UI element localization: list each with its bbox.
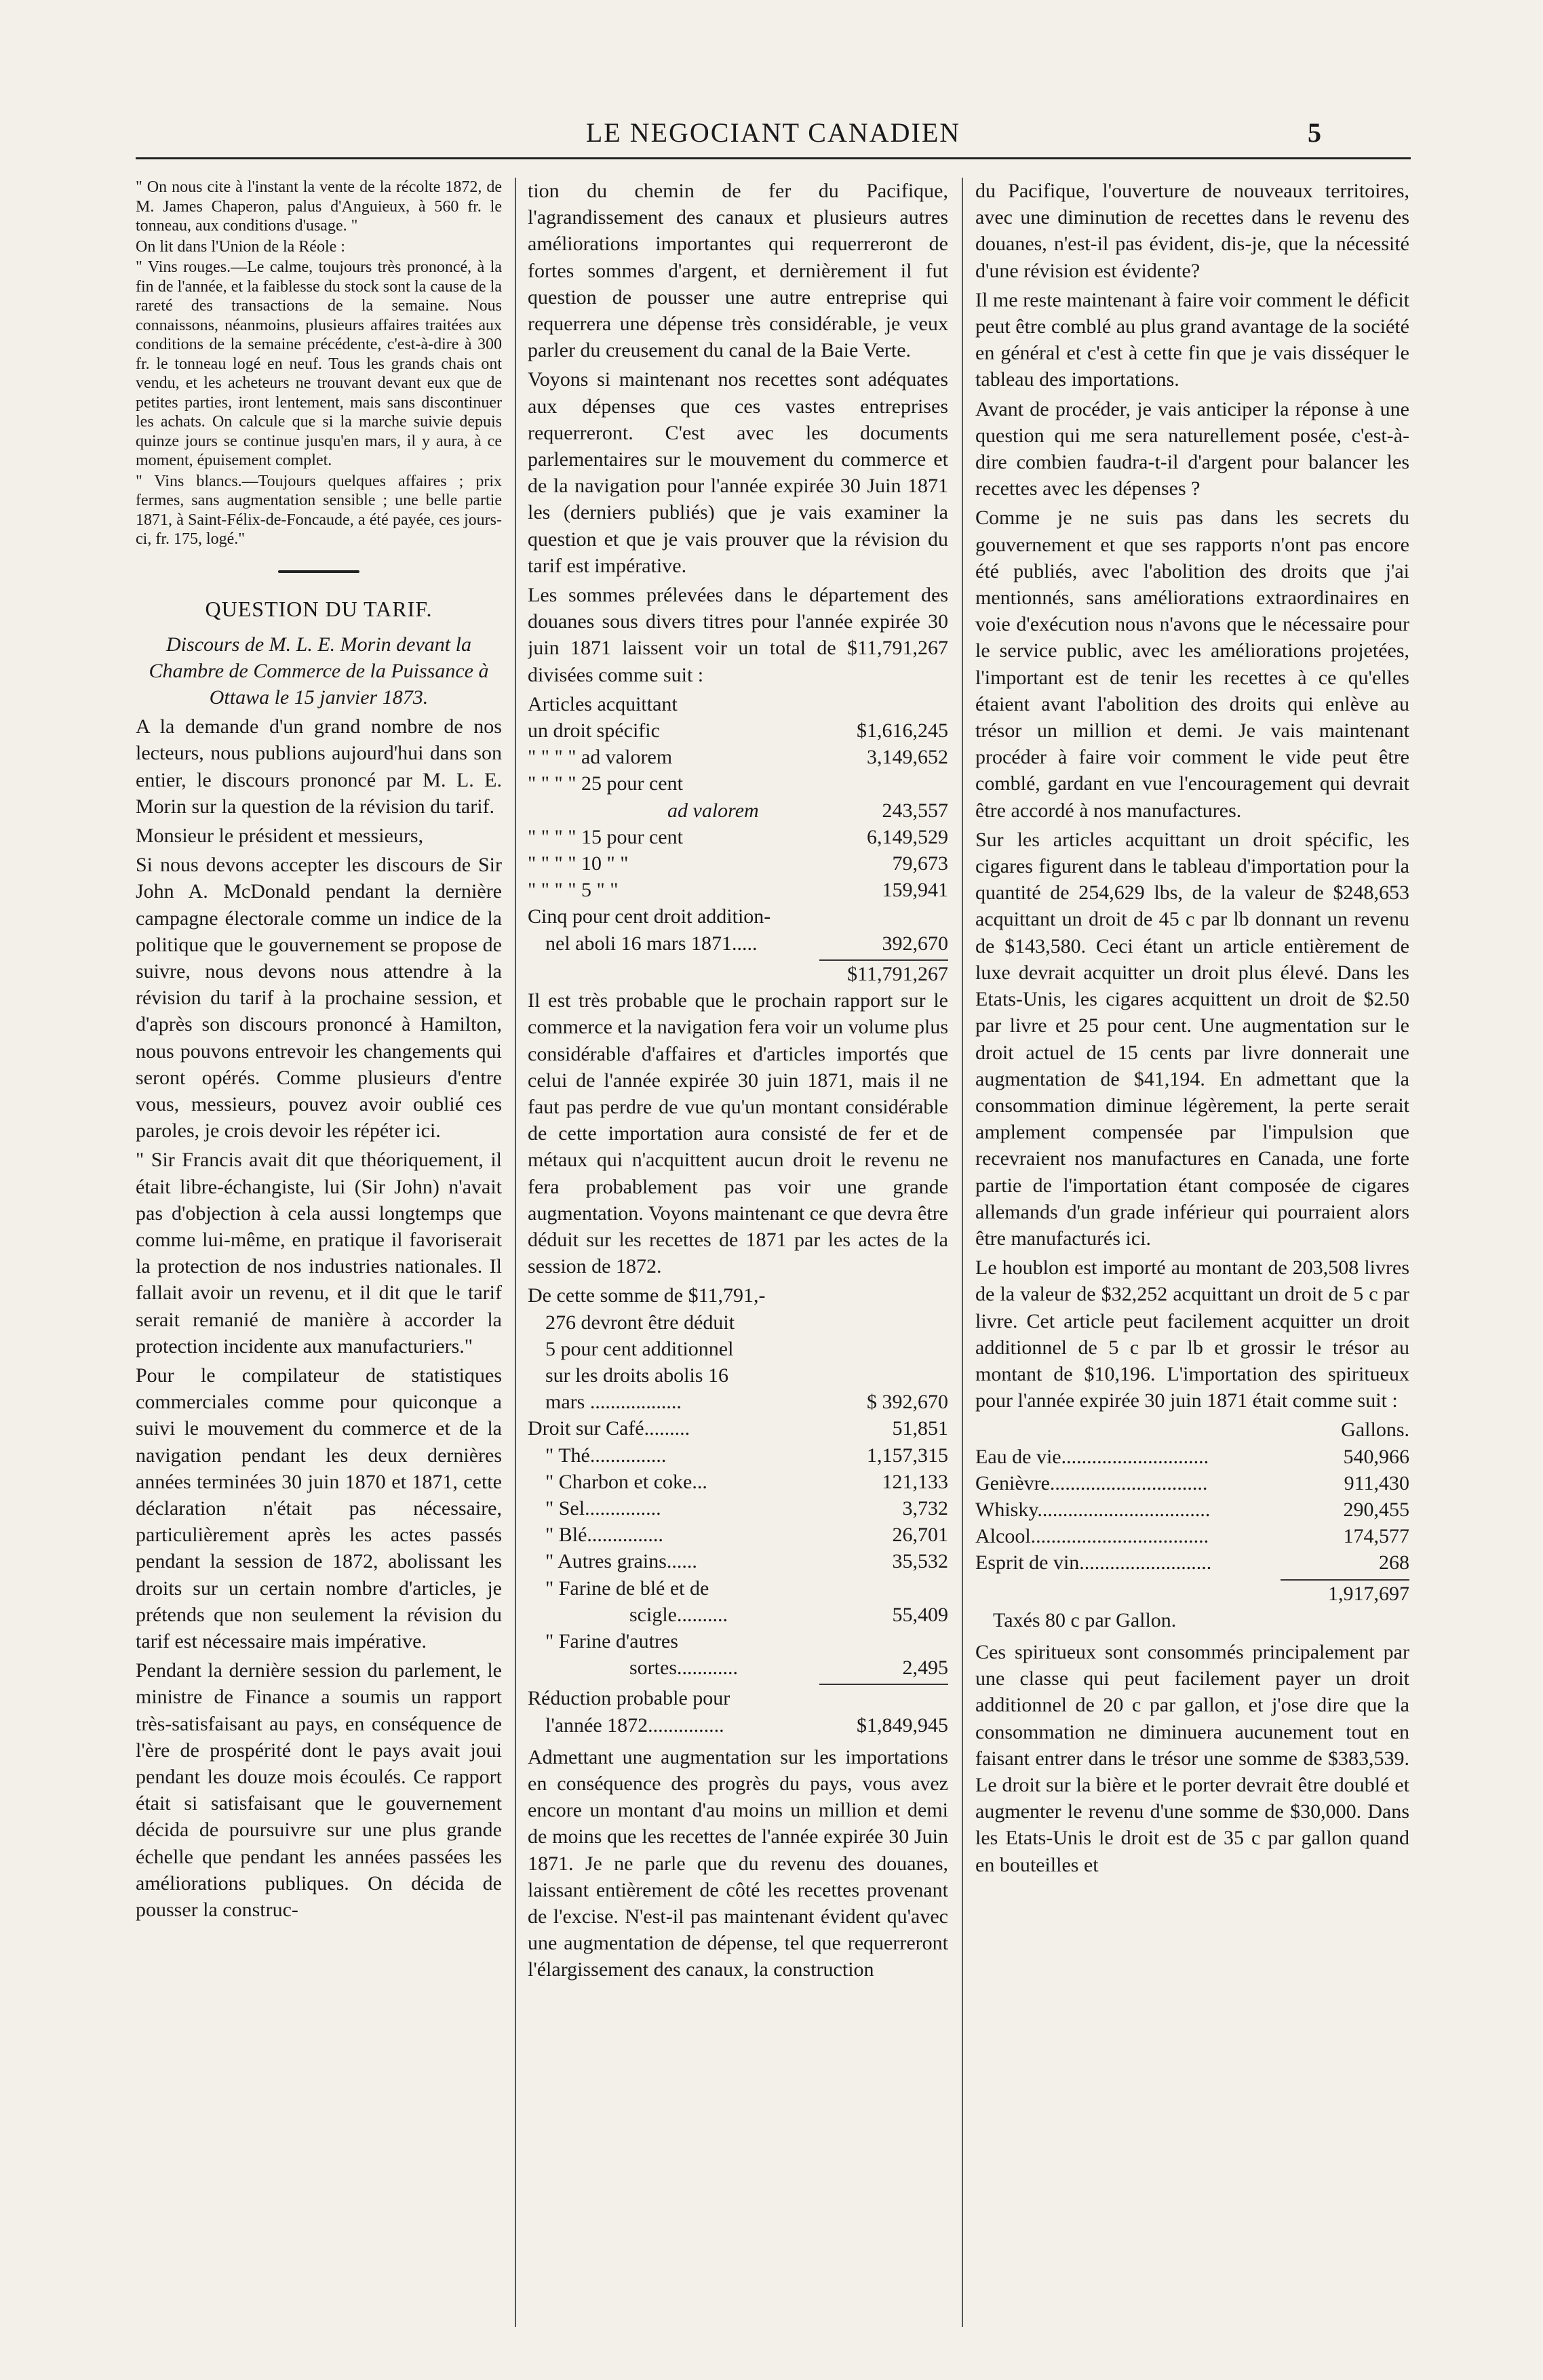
quote-paragraph: " Vins blancs.—Toujours quelques affaires ; prix fermes, sans augmentation sensible ; une belle partie 1871, à Saint-Félix-de-Foncaude, a été payée, ces jours-ci, fr. 175, logé." bbox=[136, 472, 502, 548]
table-row bbox=[528, 1575, 948, 1602]
table-total-row bbox=[528, 961, 948, 987]
table-row bbox=[528, 1469, 948, 1495]
table-row bbox=[528, 824, 948, 850]
column-2 bbox=[528, 178, 948, 2334]
row-label: " " " " 15 pour cent bbox=[528, 825, 683, 848]
row-label: Esprit de vin.......................... bbox=[975, 1551, 1212, 1574]
article-paragraph: " Sir Francis avait dit que théoriquement, il était libre-échangiste, lui (Sir John) n'avait pas d'objection à cela aussi longtemps que comme lui-même, en pratique il favoriserait la protection de nos industries nationales. Il fallait avoir un revenu, et il dit que le tarif serait remanié de manière à accorder la protection incidente aux manufacturiers." bbox=[136, 1149, 502, 1357]
article-paragraph: Les sommes prélevées dans le département des douanes sous divers titres pour l'année expirée 30 juin 1871 laissent voir un total de $11,791,267 divisées comme suit : bbox=[528, 584, 948, 686]
table-header-row bbox=[975, 1416, 1409, 1443]
article-paragraph: Sur les articles acquittant un droit spécific, les cigares figurent dans le tableau d'importation pour la quantité de 254,629 lbs, de la valeur de $248,653 acquittant un droit de 45 c par lb donnant un revenu de $143,580. Ceci étant un article entièrement de luxe devrait acquitter un droit plus élevé. Dans les Etats-Unis, les cigares acquittent un droit de $2.50 par livre et 25 pour cent. Une augmentation sur le droit actuel de 15 cents par livre donnerait une augmentation de $41,194. En admettant que la consommation diminue légèrement, la perte serait amplement compensée par l'impulsion que recevraient nos manufactures en Canada, une forte partie de l'importation étant composée de cigares allemands d'un grade inférieur qui pourraient alors être manufacturés ici. bbox=[975, 828, 1409, 1250]
table-row bbox=[528, 1415, 948, 1442]
row-value bbox=[860, 1575, 948, 1602]
row-label: Alcool................................... bbox=[975, 1525, 1209, 1548]
article-paragraph: tion du chemin de fer du Pacifique, l'agrandissement des canaux et plusieurs autres améliorations importantes qui requerreront de fortes sommes d'argent, et dernièrement il fut question de pousser une autre entreprise qui requerrera une dépense très considérable, je veux parler du creusement du canal de la Baie Verte. bbox=[528, 180, 948, 362]
row-value: 243,557 bbox=[882, 799, 948, 822]
table-row bbox=[528, 1522, 948, 1548]
article-paragraph: Admettant une augmentation sur les importations en conséquence des progrès du pays, vous avez encore un montant d'au moins un million et demi de moins que les recettes de l'année expirée 30 Juin 1871. Je ne parle que du revenu des douanes, laissant entièrement de côté les recettes provenant de l'excise. N'est-il pas maintenant évident qu'avec une augmentation de dépense, tel que requerreront l'élargissement des canaux, la construction bbox=[528, 1745, 948, 1981]
article-paragraph: Comme je ne suis pas dans les secrets du gouvernement et que ses rapports n'ont pas encore été publiés, avec l'abolition des droits que j'ai mentionnés, sans améliorations extraordinaires en voie d'exécution nous n'avons que le nécessaire pour le service public, avec les améliorations projetées, l'important est de tenir les recettes à ce qu'elles étaient avant l'abolition des droits qui enlève au trésor un million et demi. Je vais maintenant procéder à faire voir comment le vide peut être comblé, gardant en vue l'encouragement qui devrait être accordé à nos manufactures. bbox=[975, 507, 1409, 822]
table-row bbox=[528, 850, 948, 877]
table-row bbox=[528, 744, 948, 770]
row-label: ad valorem bbox=[667, 799, 759, 822]
article-paragraph: De cette somme de $11,791,- bbox=[528, 1284, 766, 1307]
row-label: Genièvre............................... bbox=[975, 1471, 1208, 1494]
row-value bbox=[860, 903, 948, 930]
row-value: 2,495 bbox=[902, 1657, 948, 1680]
table-row bbox=[528, 1628, 948, 1654]
row-value: 268 bbox=[1379, 1551, 1409, 1574]
deduction-text: sur les droits abolis 16 bbox=[545, 1364, 728, 1387]
page-header-title: LE NEGOCIANT CANADIEN bbox=[585, 117, 961, 148]
reduction-row bbox=[528, 1712, 948, 1739]
section-ornament bbox=[136, 564, 502, 574]
row-label: sortes............ bbox=[629, 1657, 738, 1680]
row-label: scigle.......... bbox=[629, 1603, 728, 1626]
row-value: $ 392,670 bbox=[867, 1391, 948, 1414]
quote-paragraph: " On nous cite à l'instant la vente de la récolte 1872, de M. James Chaperon, palus d'Anguieux, à 560 fr. le tonneau, aux conditions d'usage. " bbox=[136, 178, 502, 235]
unit-label: Gallons. bbox=[1341, 1419, 1409, 1442]
row-value bbox=[860, 770, 948, 797]
row-label: Droit sur Café......... bbox=[528, 1417, 690, 1440]
table-total: $11,791,267 bbox=[847, 962, 948, 985]
article-paragraph: Monsieur le président et messieurs, bbox=[136, 824, 424, 847]
row-value: 26,701 bbox=[892, 1524, 948, 1547]
column-1 bbox=[136, 178, 502, 2334]
row-value: 290,455 bbox=[1343, 1498, 1409, 1521]
row-value: 121,133 bbox=[882, 1470, 948, 1493]
row-value: 911,430 bbox=[1344, 1471, 1409, 1494]
table-row bbox=[528, 1442, 948, 1469]
table-row bbox=[528, 770, 948, 797]
row-value: 392,670 bbox=[882, 932, 948, 955]
row-label: " Thé............... bbox=[545, 1444, 667, 1467]
row-value: 55,409 bbox=[892, 1603, 948, 1626]
row-label: Cinq pour cent droit addition- bbox=[528, 905, 771, 928]
row-value: 51,851 bbox=[892, 1417, 948, 1440]
article-paragraph: Si nous devons accepter les discours de Sir John A. McDonald pendant la dernière campagne électorale comme un indice de la politique que le gouvernement se propose de suivre, nous devons nous attendre à la révision du tarif à la prochaine session, et d'après son discours prononcé à Hamilton, nous pouvons entrevoir les changements qui seront opérés. Comme plusieurs d'entre vous, messieurs, pouvez avoir oublié ces paroles, je crois devoir les répéter ici. bbox=[136, 854, 502, 1143]
row-value: 3,149,652 bbox=[867, 746, 948, 769]
table-total: 1,917,697 bbox=[1328, 1582, 1409, 1605]
table-row bbox=[975, 1470, 1409, 1496]
row-value: 1,157,315 bbox=[867, 1444, 948, 1467]
reduction-value: $1,849,945 bbox=[857, 1713, 948, 1737]
article-paragraph: Pendant la dernière session du parlement, le ministre de Finance a soumis un rapport très-satisfaisant au pays, en conséquence de l'ère de prospérité dont le pays avait joui pendant les douze mois écoulés. Ce rapport était si satisfaisant que le gouvernement décida de poursuivre sur une plus grande échelle que pendant les années passées les améliorations publiques. On décida de pousser la construc- bbox=[136, 1659, 502, 1922]
article-paragraph: Avant de procéder, je vais anticiper la réponse à une question qui me sera naturellement posée, c'est-à-dire combien faudra-t-il d'argent pour balancer les recettes avec les dépenses ? bbox=[975, 397, 1409, 500]
table-row bbox=[528, 1654, 948, 1681]
reduction-year: l'année 1872............... bbox=[545, 1713, 724, 1737]
deduction-table bbox=[528, 1389, 948, 1739]
row-value: $1,616,245 bbox=[857, 719, 948, 742]
row-label: " Farine de blé et de bbox=[545, 1576, 709, 1600]
row-label: " " " " ad valorem bbox=[528, 746, 673, 769]
row-label: " Autres grains...... bbox=[545, 1550, 697, 1573]
row-label: un droit spécific bbox=[528, 719, 660, 742]
row-label: " Farine d'autres bbox=[545, 1629, 678, 1652]
duty-table bbox=[528, 717, 948, 987]
table-row bbox=[528, 877, 948, 903]
deduction-line bbox=[545, 1336, 948, 1362]
table-row bbox=[528, 1495, 948, 1522]
article-paragraph: Il est très probable que le prochain rapport sur le commerce et la navigation fera voir un volume plus considérable d'affaires et d'articles importés que celui de l'année expirée 30 juin 1871, mais il ne faut pas perdre de vue qu'un montant considérable de cette importation aura consisté de fer et de métaux qui n'acquittent aucun droit le revenu ne fera probablement pas voir une grande augmentation. Voyons maintenant ce que devra être déduit sur les recettes de 1871 par les actes de la session de 1872. bbox=[528, 989, 948, 1278]
section-heading: QUESTION DU TARIF. bbox=[205, 596, 433, 621]
article-paragraph: A la demande d'un grand nombre de nos lecteurs, nous publions aujourd'hui dans son entier, le discours prononcé par M. L. E. Morin sur la question de la révision du tarif. bbox=[136, 715, 502, 818]
reduction-label: Réduction probable pour bbox=[528, 1687, 730, 1710]
section-subtitle: Discours de M. L. E. Morin devant la Chambre de Commerce de la Puissance à Ottawa le 15 janvier 1873. bbox=[149, 633, 489, 709]
row-label: Whisky.................................. bbox=[975, 1498, 1211, 1521]
row-label: " " " " 10 " " bbox=[528, 852, 629, 875]
tax-line-row bbox=[975, 1607, 1409, 1633]
table-row bbox=[528, 903, 948, 930]
row-label: nel aboli 16 mars 1871..... bbox=[545, 932, 758, 955]
article-paragraph: Le houblon est importé au montant de 203,508 livres de la valeur de $32,252 acquittant un droit de 5 c par livre. Cet article peut facilement acquitter un droit additionnel de 5 c par lb et grossir le trésor au montant de $10,196. L'importation des spiritueux pour l'année expirée 30 juin 1871 était comme suit : bbox=[975, 1256, 1409, 1412]
deduction-lines bbox=[528, 1309, 948, 1389]
reduction-row bbox=[528, 1685, 948, 1711]
row-label: " " " " 5 " " bbox=[528, 879, 619, 902]
row-label: " " " " 25 pour cent bbox=[528, 772, 683, 795]
column-3 bbox=[975, 178, 1409, 2334]
row-label: Eau de vie............................. bbox=[975, 1445, 1209, 1468]
row-label: " Blé............... bbox=[545, 1524, 663, 1547]
row-value: 35,532 bbox=[892, 1550, 948, 1573]
deduction-line bbox=[545, 1362, 948, 1389]
quote-paragraph: On lit dans l'Union de la Réole : bbox=[136, 237, 345, 256]
table-row bbox=[975, 1523, 1409, 1549]
table-heading: Articles acquittant bbox=[528, 692, 678, 715]
article-paragraph: Ces spiritueux sont consommés principalement par une classe qui peut facilement payer un droit additionnel de 20 c par gallon, et j'ose dire que la consommation ne diminuera aucunement tout en faisant entrer dans le trésor une somme de $383,539. Le droit sur la bière et le porter devrait être doublé et augmenter le revenu d'une somme de $30,000. Dans les Etats-Unis le droit est de 35 c par gallon quand en bouteilles et bbox=[975, 1640, 1409, 1876]
row-label: mars .................. bbox=[545, 1391, 682, 1414]
table-row bbox=[528, 930, 948, 957]
header-rule bbox=[136, 157, 1411, 159]
row-value: 159,941 bbox=[882, 879, 948, 902]
tax-line: Taxés 80 c par Gallon. bbox=[993, 1608, 1177, 1631]
table-row bbox=[528, 1389, 948, 1415]
article-paragraph: du Pacifique, l'ouverture de nouveaux territoires, avec une diminution de recettes dans le revenu des douanes, n'est-il pas évident, dis-je, que la nécessité d'une révision est évidente? bbox=[975, 180, 1409, 282]
table-row bbox=[975, 1549, 1409, 1576]
row-value: 6,149,529 bbox=[867, 825, 948, 848]
deduction-line bbox=[545, 1309, 948, 1336]
row-label: " Sel............... bbox=[545, 1496, 661, 1520]
quote-paragraph: " Vins rouges.—Le calme, toujours très prononcé, à la fin de l'année, et la faiblesse du stock sont la cause de la rareté des transactions de la semaine. Nous connaissons, néanmoins, plusieurs affaires traitées aux conditions de la semaine précédente, c'est-à-dire à 300 fr. le tonneau logé en neuf. Tous les grands chais ont vendu, et les acheteurs ne trouvant devant eux que de petites parties, iront lentement, mais sans discontinuer les achats. On calcule que si la marche suivie depuis quinze jours se continue jusqu'en mars, il y aura, à ce moment, épuisement complet. bbox=[136, 258, 502, 469]
row-value bbox=[860, 1628, 948, 1654]
table-row bbox=[975, 1444, 1409, 1470]
column-divider bbox=[962, 178, 963, 2327]
article-paragraph: Voyons si maintenant nos recettes sont adéquates aux dépenses que ces vastes entreprises requerreront. C'est avec les documents parlementaires sur le mouvement du commerce et de la navigation pour l'année expirée 30 Juin 1871 les (derniers publiés) que je vais examiner la question et que je vais prouver que la révision du tarif est impérative. bbox=[528, 368, 948, 577]
row-value: 79,673 bbox=[892, 852, 948, 875]
spirits-table bbox=[975, 1416, 1409, 1633]
column-divider bbox=[515, 178, 516, 2327]
table-row bbox=[528, 1602, 948, 1628]
row-value: 174,577 bbox=[1343, 1525, 1409, 1548]
row-label: " Charbon et coke... bbox=[545, 1470, 707, 1493]
article-paragraph: Pour le compilateur de statistiques commerciales comme pour quiconque a suivi le mouvement du commerce et de la navigation pendant les deux dernières années terminées 30 juin 1870 et 1871, cette déclaration n'était pas nécessaire, particulièrement après les actes passés pendant la session de 1872, abolissant les droits sur un certain nombre d'articles, je prétends que non seulement la révision du tarif est nécessaire mais impérative. bbox=[136, 1364, 502, 1653]
deduction-text: 276 devront être déduit bbox=[545, 1311, 735, 1334]
row-value: 540,966 bbox=[1343, 1445, 1409, 1468]
page-number: 5 bbox=[1308, 117, 1321, 148]
table-row bbox=[528, 717, 948, 744]
table-row bbox=[975, 1496, 1409, 1523]
table-total-row bbox=[975, 1581, 1409, 1607]
article-paragraph: Il me reste maintenant à faire voir comment le déficit peut être comblé au plus grand avantage de la société en général et c'est à cette fin que je vais disséquer le tableau des importations. bbox=[975, 288, 1409, 391]
row-value: 3,732 bbox=[902, 1496, 948, 1520]
table-row bbox=[528, 797, 948, 824]
table-row bbox=[528, 1548, 948, 1574]
deduction-text: 5 pour cent additionnel bbox=[545, 1337, 734, 1360]
